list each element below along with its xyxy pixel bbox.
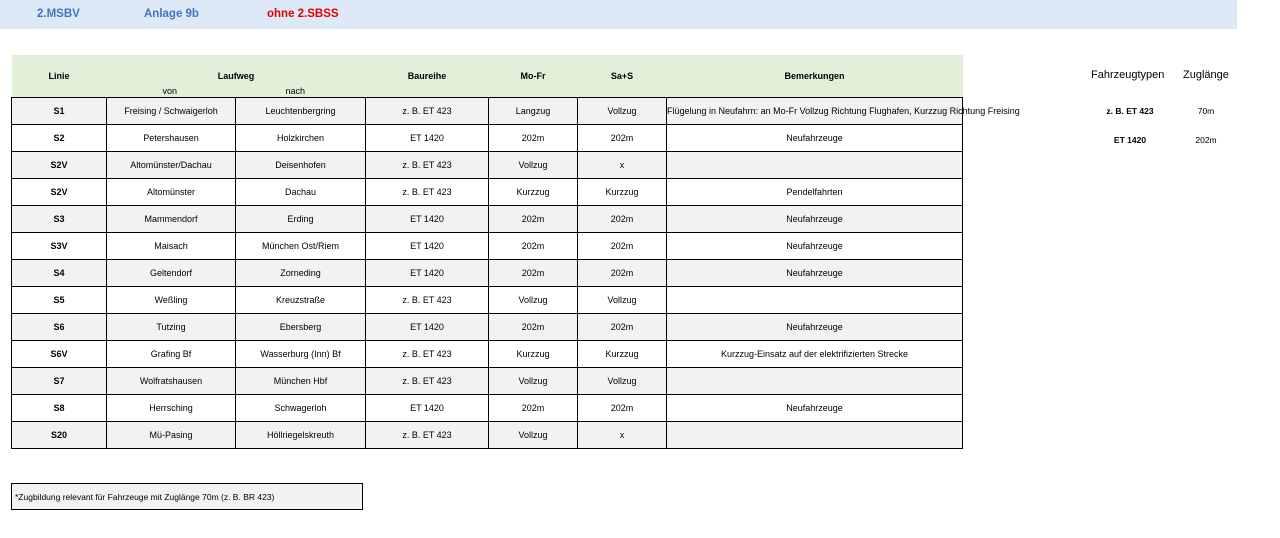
cell-linie: S3V <box>12 233 107 260</box>
cell-baureihe: ET 1420 <box>366 314 489 341</box>
cell-sas: x <box>578 152 667 179</box>
cell-mofr: 202m <box>489 125 578 152</box>
doc-label-sbss: ohne 2.SBSS <box>267 8 339 20</box>
cell-linie: S4 <box>12 260 107 287</box>
cell-nach: Deisenhofen <box>236 152 366 179</box>
cell-von: Weßling <box>107 287 236 314</box>
cell-nach: Holzkirchen <box>236 125 366 152</box>
cell-linie: S6 <box>12 314 107 341</box>
table-row <box>12 422 963 449</box>
cell-nach: Zorneding <box>236 260 366 287</box>
cell-mofr: 202m <box>489 206 578 233</box>
cell-sas: Vollzug <box>578 368 667 395</box>
cell-bemerkung <box>667 287 963 314</box>
cell-baureihe: ET 1420 <box>366 260 489 287</box>
cell-nach: Wasserburg (Inn) Bf <box>236 341 366 368</box>
cell-bemerkung: Neufahrzeuge <box>667 314 963 341</box>
cell-linie: S2 <box>12 125 107 152</box>
cell-baureihe: ET 1420 <box>366 395 489 422</box>
table-row <box>12 179 963 206</box>
cell-nach: München Hbf <box>236 368 366 395</box>
cell-sas: Kurzzug <box>578 341 667 368</box>
cell-linie: S1 <box>12 98 107 125</box>
table-row <box>12 395 963 422</box>
cell-sas: 202m <box>578 395 667 422</box>
cell-von: Petershausen <box>107 125 236 152</box>
cell-nach: Erding <box>236 206 366 233</box>
cell-sas: 202m <box>578 206 667 233</box>
table-row <box>12 125 963 152</box>
cell-linie: S7 <box>12 368 107 395</box>
cell-baureihe: ET 1420 <box>366 206 489 233</box>
cell-sas: 202m <box>578 233 667 260</box>
cell-nach: Höllriegelskreuth <box>236 422 366 449</box>
table-row <box>12 368 963 395</box>
legend-row <box>1070 106 1270 120</box>
header-bemerkungen: Bemerkungen <box>667 55 963 98</box>
legend-row <box>1070 135 1270 149</box>
cell-mofr: Vollzug <box>489 368 578 395</box>
header-laufweg <box>107 55 366 98</box>
cell-bemerkung <box>667 422 963 449</box>
cell-sas: 202m <box>578 260 667 287</box>
cell-von: Tutzing <box>107 314 236 341</box>
cell-nach: Leuchtenbergring <box>236 98 366 125</box>
cell-baureihe: z. B. ET 423 <box>366 341 489 368</box>
table-row <box>12 206 963 233</box>
cell-bemerkung: Neufahrzeuge <box>667 206 963 233</box>
cell-mofr: 202m <box>489 260 578 287</box>
legend-type: z. B. ET 423 <box>1106 106 1154 116</box>
table-header <box>12 55 963 98</box>
cell-bemerkung: Pendelfahrten <box>667 179 963 206</box>
table-row <box>12 152 963 179</box>
header-linie: Linie <box>12 55 107 98</box>
table-row <box>12 314 963 341</box>
cell-nach: Ebersberg <box>236 314 366 341</box>
line-table <box>11 55 1020 449</box>
table-row <box>12 287 963 314</box>
header-von: von <box>162 86 178 96</box>
cell-bemerkung <box>667 152 963 179</box>
cell-mofr: 202m <box>489 314 578 341</box>
cell-linie: S3 <box>12 206 107 233</box>
cell-linie: S6V <box>12 341 107 368</box>
cell-sas: Kurzzug <box>578 179 667 206</box>
header-nach: nach <box>285 86 306 96</box>
cell-baureihe: z. B. ET 423 <box>366 179 489 206</box>
legend-header-type: Fahrzeugtypen <box>1091 69 1165 81</box>
cell-baureihe: z. B. ET 423 <box>366 152 489 179</box>
cell-von: Herrsching <box>107 395 236 422</box>
cell-nach: Dachau <box>236 179 366 206</box>
cell-nach: München Ost/Riem <box>236 233 366 260</box>
cell-sas: 202m <box>578 314 667 341</box>
cell-bemerkung <box>667 368 963 395</box>
doc-label-msbv: 2.MSBV <box>37 8 80 20</box>
cell-linie: S2V <box>12 179 107 206</box>
cell-mofr: Langzug <box>489 98 578 125</box>
cell-baureihe: z. B. ET 423 <box>366 98 489 125</box>
table-row <box>12 233 963 260</box>
legend-type: ET 1420 <box>1113 135 1147 145</box>
cell-mofr: 202m <box>489 395 578 422</box>
header-sas: Sa+S <box>578 55 667 98</box>
cell-von: Maisach <box>107 233 236 260</box>
cell-mofr: 202m <box>489 233 578 260</box>
footnote: *Zugbildung relevant für Fahrzeuge mit Zuglänge 70m (z. B. BR 423) <box>11 483 363 510</box>
cell-bemerkung: Kurzzug-Einsatz auf der elektrifizierten Strecke <box>667 341 963 368</box>
header-mofr: Mo-Fr <box>489 55 578 98</box>
cell-linie: S20 <box>12 422 107 449</box>
doc-label-anlage: Anlage 9b <box>144 8 199 20</box>
cell-linie: S8 <box>12 395 107 422</box>
cell-von: Altomünster/Dachau <box>107 152 236 179</box>
cell-mofr: Vollzug <box>489 422 578 449</box>
cell-von: Freising / Schwaigerloh <box>107 98 236 125</box>
cell-linie: S5 <box>12 287 107 314</box>
cell-linie: S2V <box>12 152 107 179</box>
cell-von: Wolfratshausen <box>107 368 236 395</box>
cell-bemerkung: Neufahrzeuge <box>667 395 963 422</box>
cell-baureihe: ET 1420 <box>366 125 489 152</box>
title-bar <box>0 0 1237 29</box>
cell-bemerkung: Neufahrzeuge <box>667 125 963 152</box>
header-baureihe: Baureihe <box>366 55 489 98</box>
cell-sas: 202m <box>578 125 667 152</box>
header-laufweg-label: Laufweg <box>217 71 255 81</box>
legend-length: 70m <box>1197 106 1215 116</box>
cell-nach: Kreuzstraße <box>236 287 366 314</box>
cell-sas: x <box>578 422 667 449</box>
table-row <box>12 260 963 287</box>
cell-mofr: Kurzzug <box>489 179 578 206</box>
cell-von: Mammendorf <box>107 206 236 233</box>
cell-baureihe: z. B. ET 423 <box>366 368 489 395</box>
cell-sas: Vollzug <box>578 287 667 314</box>
cell-mofr: Vollzug <box>489 287 578 314</box>
cell-baureihe: z. B. ET 423 <box>366 422 489 449</box>
cell-mofr: Kurzzug <box>489 341 578 368</box>
legend-length: 202m <box>1195 135 1217 145</box>
legend-header-length: Zuglänge <box>1183 69 1229 81</box>
cell-von: Altomünster <box>107 179 236 206</box>
cell-von: Geltendorf <box>107 260 236 287</box>
cell-mofr: Vollzug <box>489 152 578 179</box>
cell-nach: Schwagerloh <box>236 395 366 422</box>
cell-bemerkung: Neufahrzeuge <box>667 233 963 260</box>
table-row <box>12 98 963 125</box>
cell-baureihe: z. B. ET 423 <box>366 287 489 314</box>
table-row <box>12 341 963 368</box>
cell-von: Mü-Pasing <box>107 422 236 449</box>
cell-von: Grafing Bf <box>107 341 236 368</box>
cell-bemerkung: Flügelung in Neufahrn: an Mo-Fr Vollzug Richtung Flughafen, Kurzzug Richtung Freising <box>667 98 963 125</box>
cell-baureihe: ET 1420 <box>366 233 489 260</box>
cell-sas: Vollzug <box>578 98 667 125</box>
cell-bemerkung: Neufahrzeuge <box>667 260 963 287</box>
